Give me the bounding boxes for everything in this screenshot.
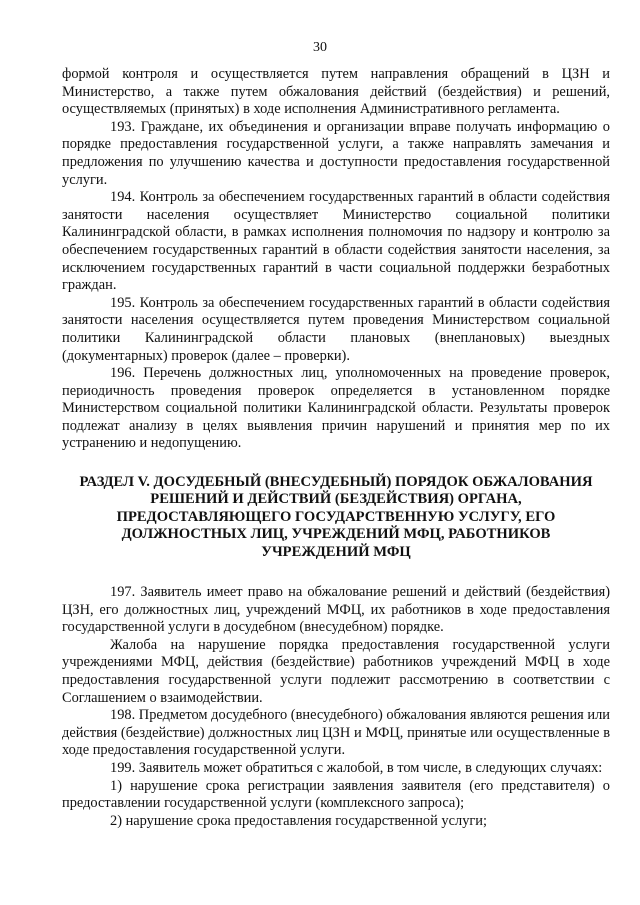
paragraph-198: 198. Предметом досудебного (внесудебного) обжалования являются решения или действия (бездействие) должностных лиц ЦЗН и МФЦ, принятые или осуществленные в ходе предоставления государственной услуги. [62, 707, 610, 759]
section-heading-line: РЕШЕНИЙ И ДЕЙСТВИЙ (БЕЗДЕЙСТВИЯ) ОРГАНА, [150, 491, 522, 508]
section-heading-line: ДОЛЖНОСТНЫХ ЛИЦ, УЧРЕЖДЕНИЙ МФЦ, РАБОТНИКОВ [121, 526, 551, 543]
paragraph-197: 197. Заявитель имеет право на обжалование решений и действий (бездействия) ЦЗН, его должностных лиц, учреждений МФЦ, их работников в ходе предоставления государственной услуги в досудебном (внесудебном) порядке. [62, 584, 610, 636]
paragraph-199: 199. Заявитель может обратиться с жалобой, в том числе, в следующих случаях: [110, 760, 603, 777]
section-heading [62, 474, 610, 561]
paragraph-195: 195. Контроль за обеспечением государственных гарантий в области содействия занятости населения осуществляется путем проведения Министерством социальной политики Калининградской области плановых (внеплановых) выездных (документарных) проверок (далее – проверки). [62, 294, 610, 364]
paragraph-193: 193. Граждане, их объединения и организации вправе получать информацию о порядке предоставления государственной услуги, а также направлять замечания и предложения по улучшению качества и доступности предоставления государственной услуги. [62, 118, 610, 188]
page-number: 30 [313, 40, 327, 55]
section-heading-line: УЧРЕЖДЕНИЙ МФЦ [261, 543, 411, 560]
list-item-1: 1) нарушение срока регистрации заявления заявителя (его представителя) о предоставлении государственной услуги (комплексного запроса); [62, 777, 610, 812]
paragraph: формой контроля и осуществляется путем направления обращений в ЦЗН и Министерство, а также путем обжалования действий (бездействия) и решений, осуществляемых (принятых) в ходе исполнения Административного регламента. [62, 66, 610, 118]
list-item-2: 2) нарушение срока предоставления государственной услуги; [110, 812, 487, 829]
paragraph-194: 194. Контроль за обеспечением государственных гарантий в области содействия занятости населения осуществляет Министерство социальной политики Калининградской области, в рамках исполнения полномочия по надзору и контролю за обеспечением государственных гарантий в области содействия занятости населения, за исключением государственных гарантий в части социальной поддержки безработных граждан. [62, 189, 610, 294]
paragraph-196: 196. Перечень должностных лиц, уполномоченных на проведение проверок, периодичность проведения проверок определяется в установленном порядке Министерством социальной политики Калининградской области. Результаты проверок подлежат анализу в целях выявления причин нарушений и принятия мер по их устранению и недопущению. [62, 365, 610, 452]
section-heading-line: ПРЕДОСТАВЛЯЮЩЕГО ГОСУДАРСТВЕННУЮ УСЛУГУ, ЕГО [116, 508, 556, 525]
document-body [62, 66, 610, 830]
paragraph-complaint: Жалоба на нарушение порядка предоставления государственной услуги учреждениями МФЦ, действия (бездействие) работников учреждений МФЦ в ходе предоставления государственной услуги подлежит рассмотрению в соответствии с Соглашением о взаимодействии. [62, 636, 610, 706]
section-heading-line: РАЗДЕЛ V. ДОСУДЕБНЫЙ (ВНЕСУДЕБНЫЙ) ПОРЯДОК ОБЖАЛОВАНИЯ [79, 474, 593, 491]
